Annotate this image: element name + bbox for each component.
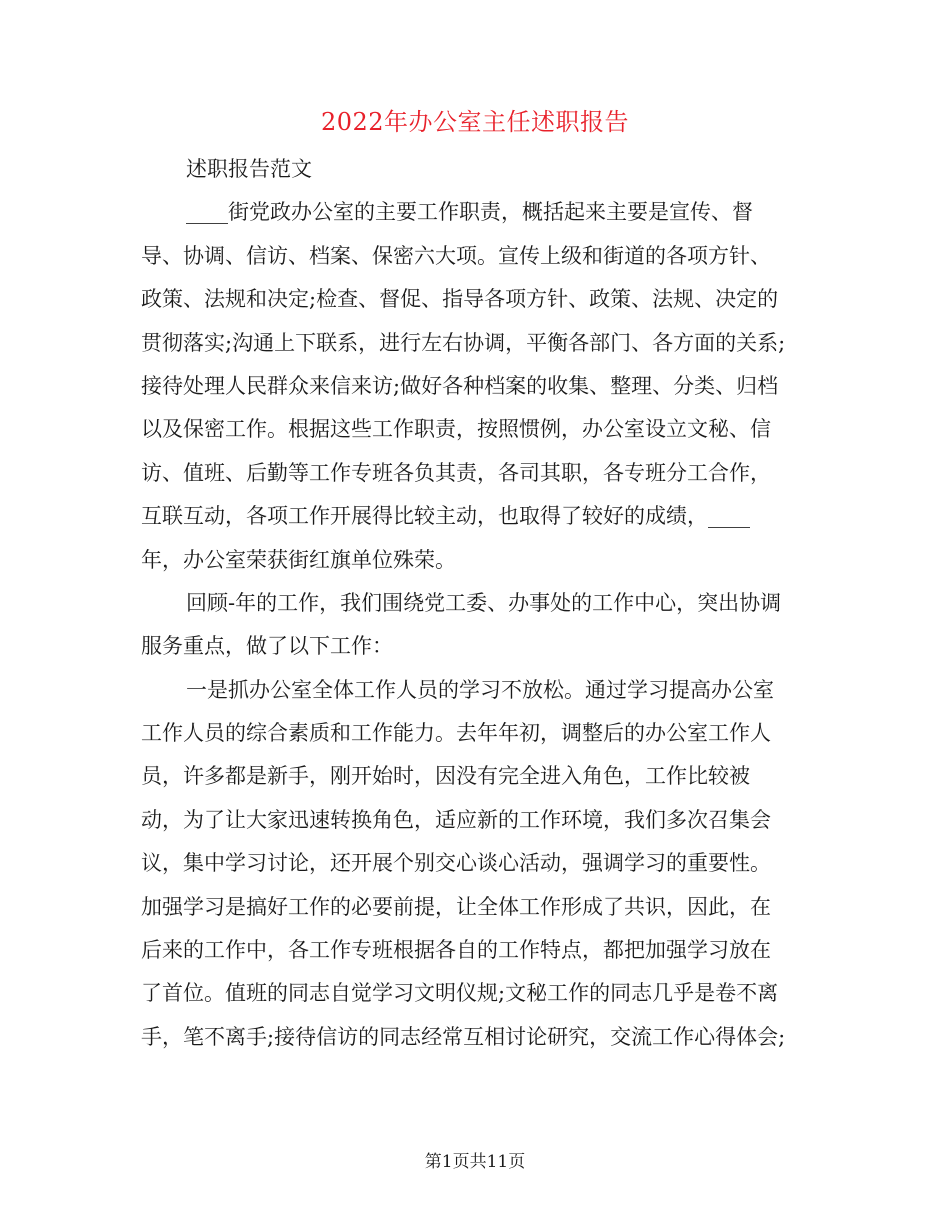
body-line: 工作人员的综合素质和工作能力。去年年初，调整后的办公室工作人	[141, 721, 771, 746]
body-line: ____街党政办公室的主要工作职责，概括起来主要是宣传、督	[186, 200, 753, 225]
body-line: 以及保密工作。根据这些工作职责，按照惯例，办公室设立文秘、信	[141, 417, 771, 442]
body-line: 服务重点，做了以下工作：	[141, 634, 393, 659]
body-line: 动，为了让大家迅速转换角色，适应新的工作环境，我们多次召集会	[141, 807, 771, 832]
body-line: 回顾-年的工作，我们围绕党工委、办事处的工作中心，突出协调	[186, 590, 782, 615]
document-title: 2022年办公室主任述职报告	[320, 108, 630, 136]
body-line: 一是抓办公室全体工作人员的学习不放松。通过学习提高办公室	[186, 677, 774, 702]
body-line: 议，集中学习讨论，还开展个别交心谈心活动，强调学习的重要性。	[141, 851, 771, 876]
body-line: 政策、法规和决定;检查、督促、指导各项方针、政策、法规、决定的	[141, 287, 779, 312]
body-line: 接待处理人民群众来信来访;做好各种档案的收集、整理、分类、归档	[141, 373, 779, 398]
body-line: 年，办公室荣获街红旗单位殊荣。	[141, 547, 456, 572]
body-line: 手，笔不离手;接待信访的同志经常互相讨论研究，交流工作心得体会;	[141, 1024, 786, 1049]
page-number-footer: 第1页共11页	[424, 1152, 526, 1172]
body-line: 后来的工作中，各工作专班根据各自的工作特点，都把加强学习放在	[141, 938, 771, 963]
body-line: 了首位。值班的同志自觉学习文明仪规;文秘工作的同志几乎是卷不离	[141, 981, 779, 1006]
body-line: 加强学习是搞好工作的必要前提，让全体工作形成了共识，因此，在	[141, 894, 771, 919]
body-line: 访、值班、后勤等工作专班各负其责，各司其职，各专班分工合作，	[141, 460, 771, 485]
body-line: 述职报告范文	[186, 157, 312, 181]
body-line: 员，许多都是新手，刚开始时，因没有完全进入角色，工作比较被	[141, 764, 750, 789]
body-line: 导、协调、信访、档案、保密六大项。宣传上级和街道的各项方针、	[141, 243, 771, 268]
body-line: 互联互动，各项工作开展得比较主动，也取得了较好的成绩，____	[141, 504, 750, 529]
body-line: 贯彻落实;沟通上下联系，进行左右协调，平衡各部门、各方面的关系;	[141, 330, 786, 355]
document-body	[141, 148, 821, 1059]
